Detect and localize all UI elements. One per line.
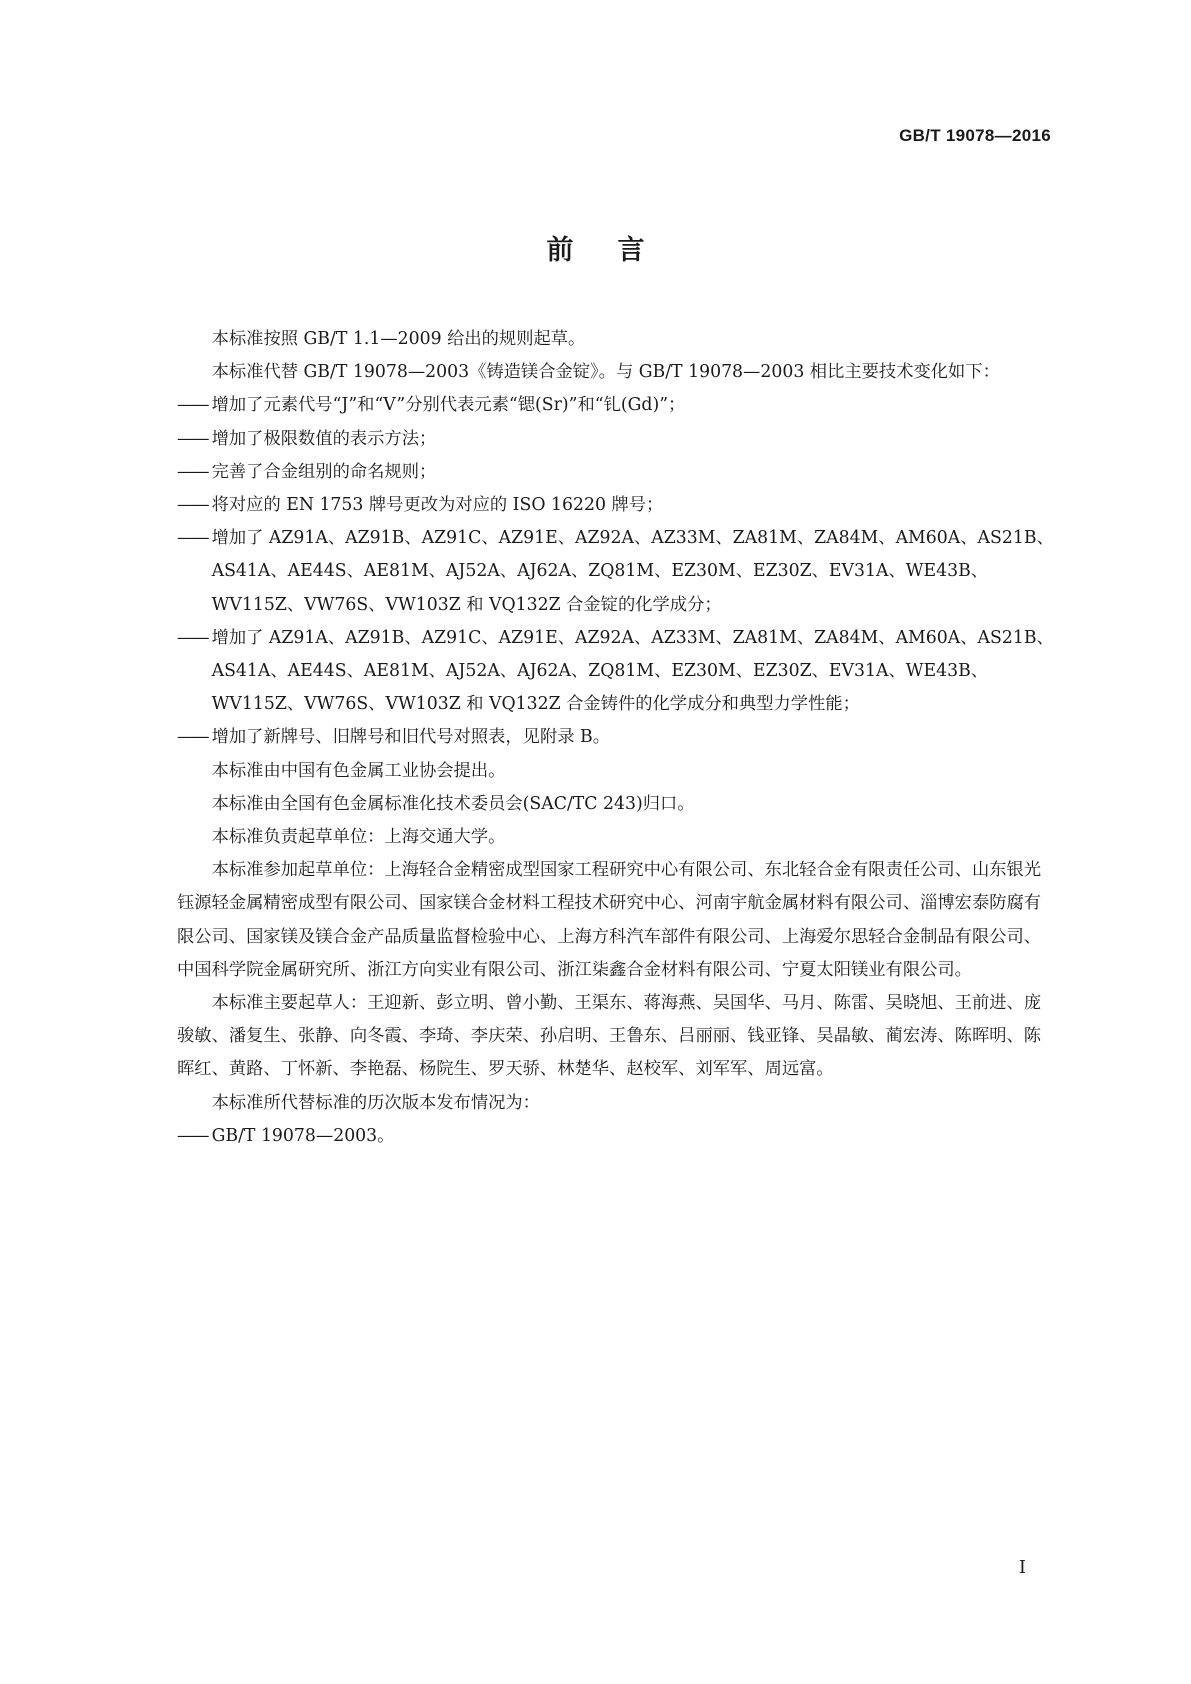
title-char-1: 前	[546, 235, 574, 266]
change-item: —— 增加了新牌号、旧牌号和旧代号对照表，见附录 B。	[177, 727, 610, 748]
paragraph-responsible-unit: 本标准负责起草单位：上海交通大学。	[211, 827, 506, 848]
page-title	[0, 228, 1191, 267]
paragraph-proposed-by: 本标准由中国有色金属工业协会提出。	[211, 760, 506, 781]
standard-number: GB/T 19078—2016	[899, 126, 1051, 145]
paragraph-main-drafters: 本标准主要起草人：王迎新、彭立明、曾小勤、王渠东、蒋海燕、吴国华、马月、陈雷、吴晓旭、王前进、庞骏敏、潘复生、张静、向冬霞、李琦、李庆荣、孙启明、王鲁东、吕丽丽、钱亚锋、吴晶敏、蔺宏涛、陈晖明、陈晖红、黄路、丁怀新、李艳磊、杨院生、罗天骄、林楚华、赵校军、刘军军、周远富。	[177, 993, 1042, 1080]
paragraph-drafting-rules: 本标准按照 GB/T 1.1—2009 给出的规则起草。	[211, 329, 586, 349]
history-item: —— GB/T 19078—2003。	[177, 1125, 395, 1146]
change-item: —— 增加了 AZ91A、AZ91B、AZ91C、AZ91E、AZ92A、AZ33M、ZA81M、ZA84M、AM60A、AS21B、AS41A、AE44S、AE81M、AJ52A、AJ62A、ZQ81M、EZ30M、EZ30Z、EV31A、WE43B、WV115Z、VW76S、VW103Z 和 VQ132Z 合金铸件的化学成分和典型力学性能；	[177, 627, 1054, 715]
change-item: —— 完善了合金组别的命名规则；	[177, 461, 437, 482]
paragraph-technical-committee: 本标准由全国有色金属标准化技术委员会(SAC/TC 243)归口。	[211, 793, 695, 814]
paragraph-replaces: 本标准代替 GB/T 19078—2003《铸造镁合金锭》。与 GB/T 19078—2003 相比主要技术变化如下：	[211, 362, 1000, 383]
change-item: —— 增加了元素代号“J”和“V”分别代表元素“锶(Sr)”和“钆(Gd)”；	[177, 395, 686, 416]
change-item: —— 增加了 AZ91A、AZ91B、AZ91C、AZ91E、AZ92A、AZ33M、ZA81M、ZA84M、AM60A、AS21B、AS41A、AE44S、AE81M、AJ52A、AJ62A、ZQ81M、EZ30M、EZ30Z、EV31A、WE43B、WV115Z、VW76S、VW103Z 和 VQ132Z 合金锭的化学成分；	[177, 528, 1054, 615]
paragraph-participating-units: 本标准参加起草单位：上海轻合金精密成型国家工程研究中心有限公司、东北轻合金有限责任公司、山东银光钰源轻金属精密成型有限公司、国家镁合金材料工程技术研究中心、河南宇航金属材料有限公司、淄博宏泰防腐有限公司、国家镁及镁合金产品质量监督检验中心、上海方科汽车部件有限公司、上海爱尔思轻合金制品有限公司、中国科学院金属研究所、浙江方向实业有限公司、浙江柒鑫合金材料有限公司、宁夏太阳镁业有限公司。	[177, 860, 1042, 980]
change-item: —— 将对应的 EN 1753 牌号更改为对应的 ISO 16220 牌号；	[177, 495, 664, 516]
foreword-body	[177, 323, 1054, 1153]
change-item: —— 增加了极限数值的表示方法；	[177, 428, 437, 449]
title-char-2: 言	[617, 235, 645, 266]
paragraph-history-intro: 本标准所代替标准的历次版本发布情况为：	[211, 1092, 540, 1113]
page-number: I	[1018, 1557, 1026, 1578]
